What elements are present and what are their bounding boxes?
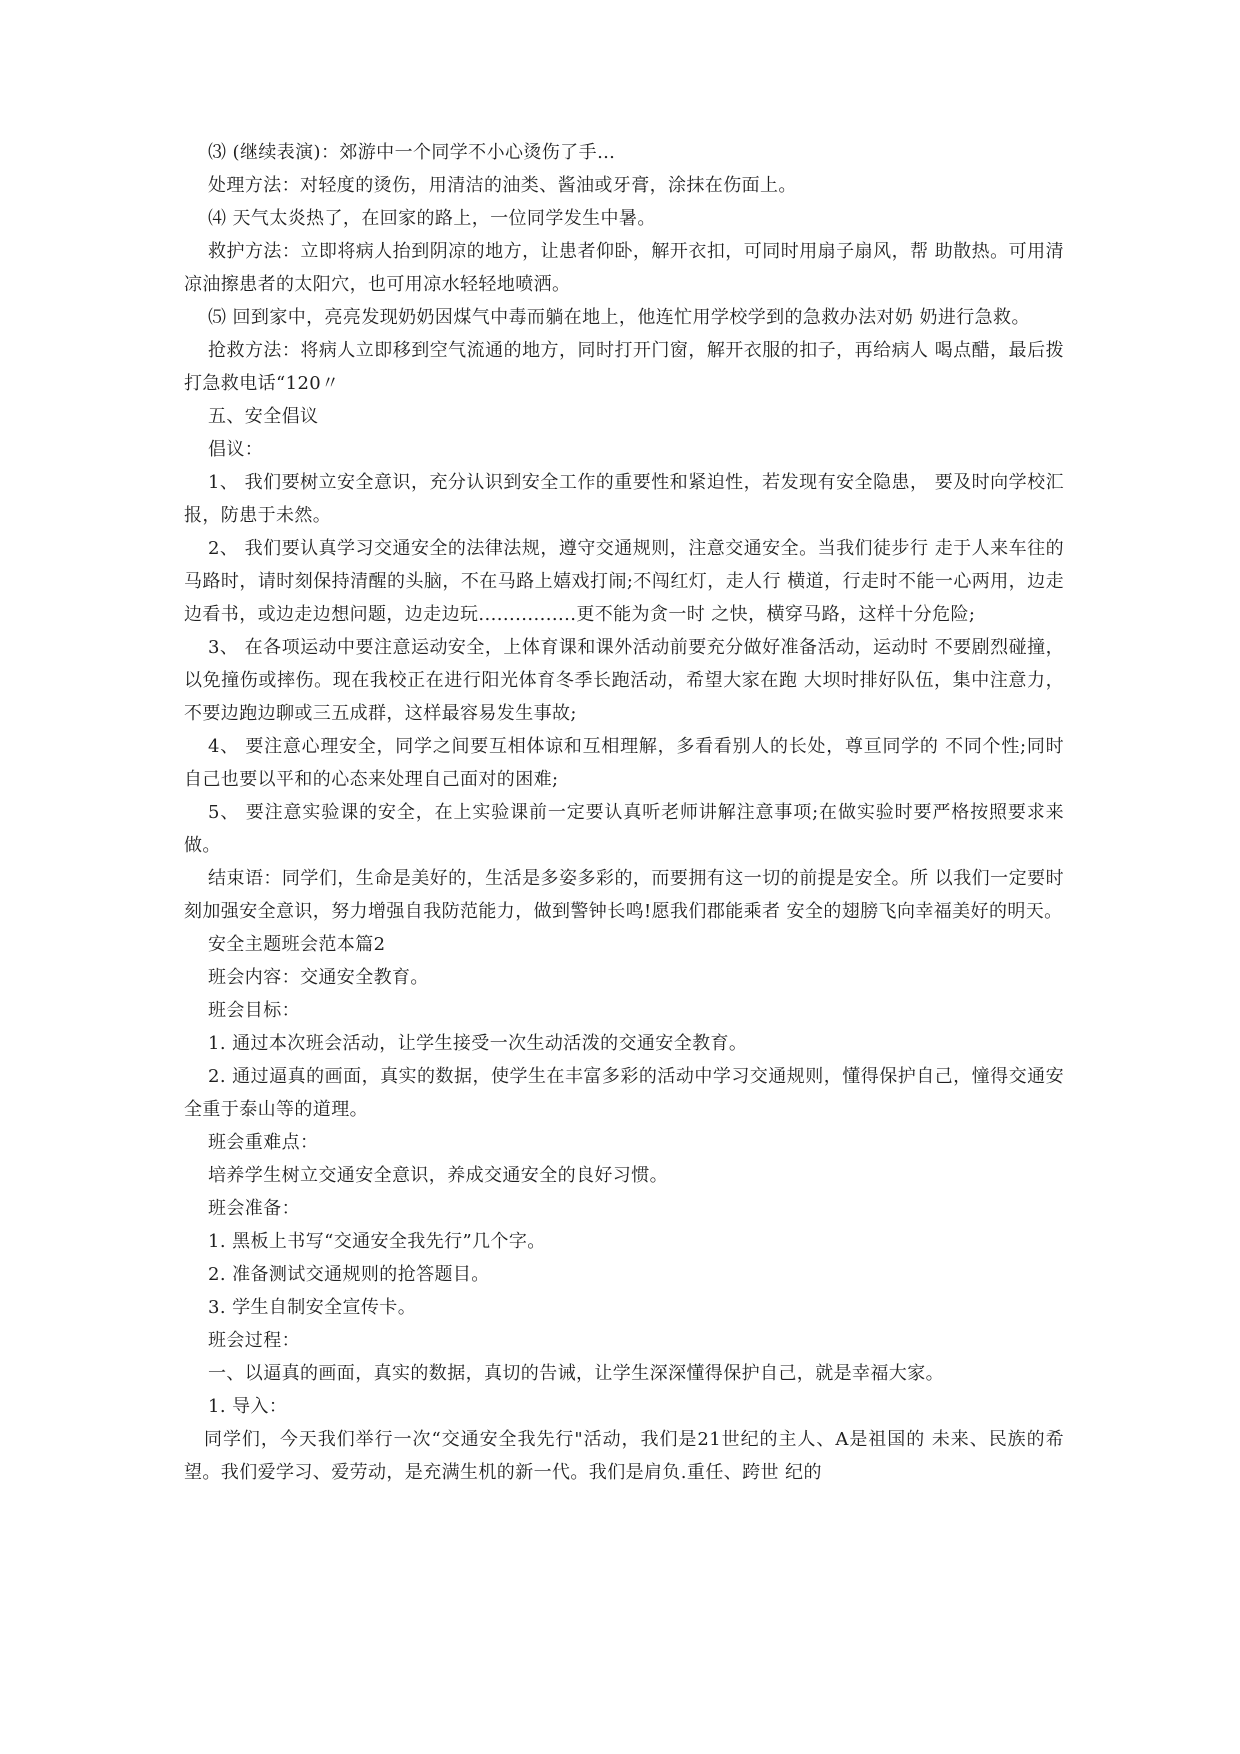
goal-item-1: 1. 通过本次班会活动，让学生接受一次生动活泼的交通安全教育。 xyxy=(208,1033,748,1054)
preparation-item-3: 3. 学生自制安全宣传卡。 xyxy=(208,1297,417,1318)
paragraph-closing-remarks: 结束语：同学们，生命是美好的，生活是多姿多彩的，而要拥有这一切的前提是安全。所 以我们一定要时刻加强安全意识，努力增强自我防范能力，做到警钟长鸣!愿我们郡能乘者 安全的翅膀飞向幸福美好的明天。 xyxy=(184,868,1064,922)
section-heading-sample-2: 安全主题班会范本篇2 xyxy=(208,934,386,955)
section-heading-safety-proposal: 五、安全倡议 xyxy=(208,406,319,427)
proposal-label: 倡议： xyxy=(208,439,264,460)
paragraph-scalded-hand: ⑶ (继续表演)：郊游中一个同学不小心烫伤了手… xyxy=(208,142,616,163)
proposal-item-2: 2、 我们要认真学习交通安全的法律法规，遵守交通规则，注意交通安全。当我们徒步行 走于人来车往的马路时，请时刻保持清醒的头脑，不在马路上嬉戏打闹;不闯红灯，走人行 横道，行走时不能一心两用，边走边看书，或边走边想问题，边走边玩................更不能为贪一时 之快，横穿马路，这样十分危险; xyxy=(184,538,1064,625)
paragraph-process-label: 班会过程： xyxy=(208,1330,300,1351)
process-substep-intro: 1. 导入： xyxy=(208,1396,288,1417)
paragraph-heatstroke: ⑷ 天气太炎热了，在回家的路上，一位同学发生中暑。 xyxy=(208,208,656,229)
preparation-item-1: 1. 黑板上书写“交通安全我先行”几个字。 xyxy=(208,1231,546,1252)
paragraph-preparation-label: 班会准备： xyxy=(208,1198,300,1219)
paragraph-intro-speech: 同学们，今天我们举行一次“交通安全我先行"活动，我们是21世纪的主人、A是祖国的 未来、民族的希望。我们爱学习、爱劳动，是充满生机的新一代。我们是肩负.重任、跨世 纪的 xyxy=(184,1429,1064,1483)
proposal-item-5: 5、 要注意实验课的安全，在上实验课前一定要认真听老师讲解注意事项;在做实验时要严格按照要求来做。 xyxy=(184,802,1064,856)
proposal-item-3: 3、 在各项运动中要注意运动安全，上体育课和课外活动前要充分做好准备活动，运动时 不要剧烈碰撞，以免撞伤或摔伤。现在我校正在进行阳光体育冬季长跑活动，希望大家在跑 大坝时排好队伍，集中注意力，不要边跑边聊或三五成群，这样最容易发生事故; xyxy=(184,637,1064,724)
process-step-1: 一、以逼真的画面，真实的数据，真切的告诫，让学生深深懂得保护自己，就是幸福大家。 xyxy=(208,1363,944,1384)
paragraph-key-points: 培养学生树立交通安全意识，养成交通安全的良好习惯。 xyxy=(208,1165,668,1186)
document-page xyxy=(184,136,1064,1489)
paragraph-key-points-label: 班会重难点： xyxy=(208,1132,319,1153)
proposal-item-1: 1、 我们要树立安全意识，充分认识到安全工作的重要性和紧迫性，若发现有安全隐患， 要及时向学校汇报，防患于未然。 xyxy=(184,472,1064,526)
paragraph-heatstroke-rescue: 救护方法：立即将病人抬到阴凉的地方，让患者仰卧，解开衣扣，可同时用扇子扇风，帮 助散热。可用清凉油擦患者的太阳穴，也可用凉水轻轻地喷洒。 xyxy=(184,241,1064,295)
paragraph-gas-poisoning: ⑸ 回到家中，亮亮发现奶奶因煤气中毒而躺在地上，他连忙用学校学到的急救办法对奶 奶进行急救。 xyxy=(208,307,1030,328)
paragraph-class-content: 班会内容：交通安全教育。 xyxy=(208,967,429,988)
paragraph-class-goals-label: 班会目标： xyxy=(208,1000,300,1021)
paragraph-burn-treatment: 处理方法：对轻度的烫伤，用清洁的油类、酱油或牙膏，涂抹在伤面上。 xyxy=(208,175,797,196)
goal-item-2: 2. 通过逼真的画面，真实的数据，使学生在丰富多彩的活动中学习交通规则，懂得保护自己，憧得交通安全重于泰山等的道理。 xyxy=(184,1066,1064,1120)
paragraph-gas-rescue: 抢救方法：将病人立即移到空气流通的地方，同时打开门窗，解开衣服的扣子，再给病人 喝点醋，最后拨打急救电话“120〃 xyxy=(184,340,1064,394)
preparation-item-2: 2. 准备测试交通规则的抢答题目。 xyxy=(208,1264,490,1285)
proposal-item-4: 4、 要注意心理安全，同学之间要互相体谅和互相理解，多看看别人的长处，尊亘同学的 不同个性;同时自己也要以平和的心态来处理自己面对的困难; xyxy=(184,736,1064,790)
